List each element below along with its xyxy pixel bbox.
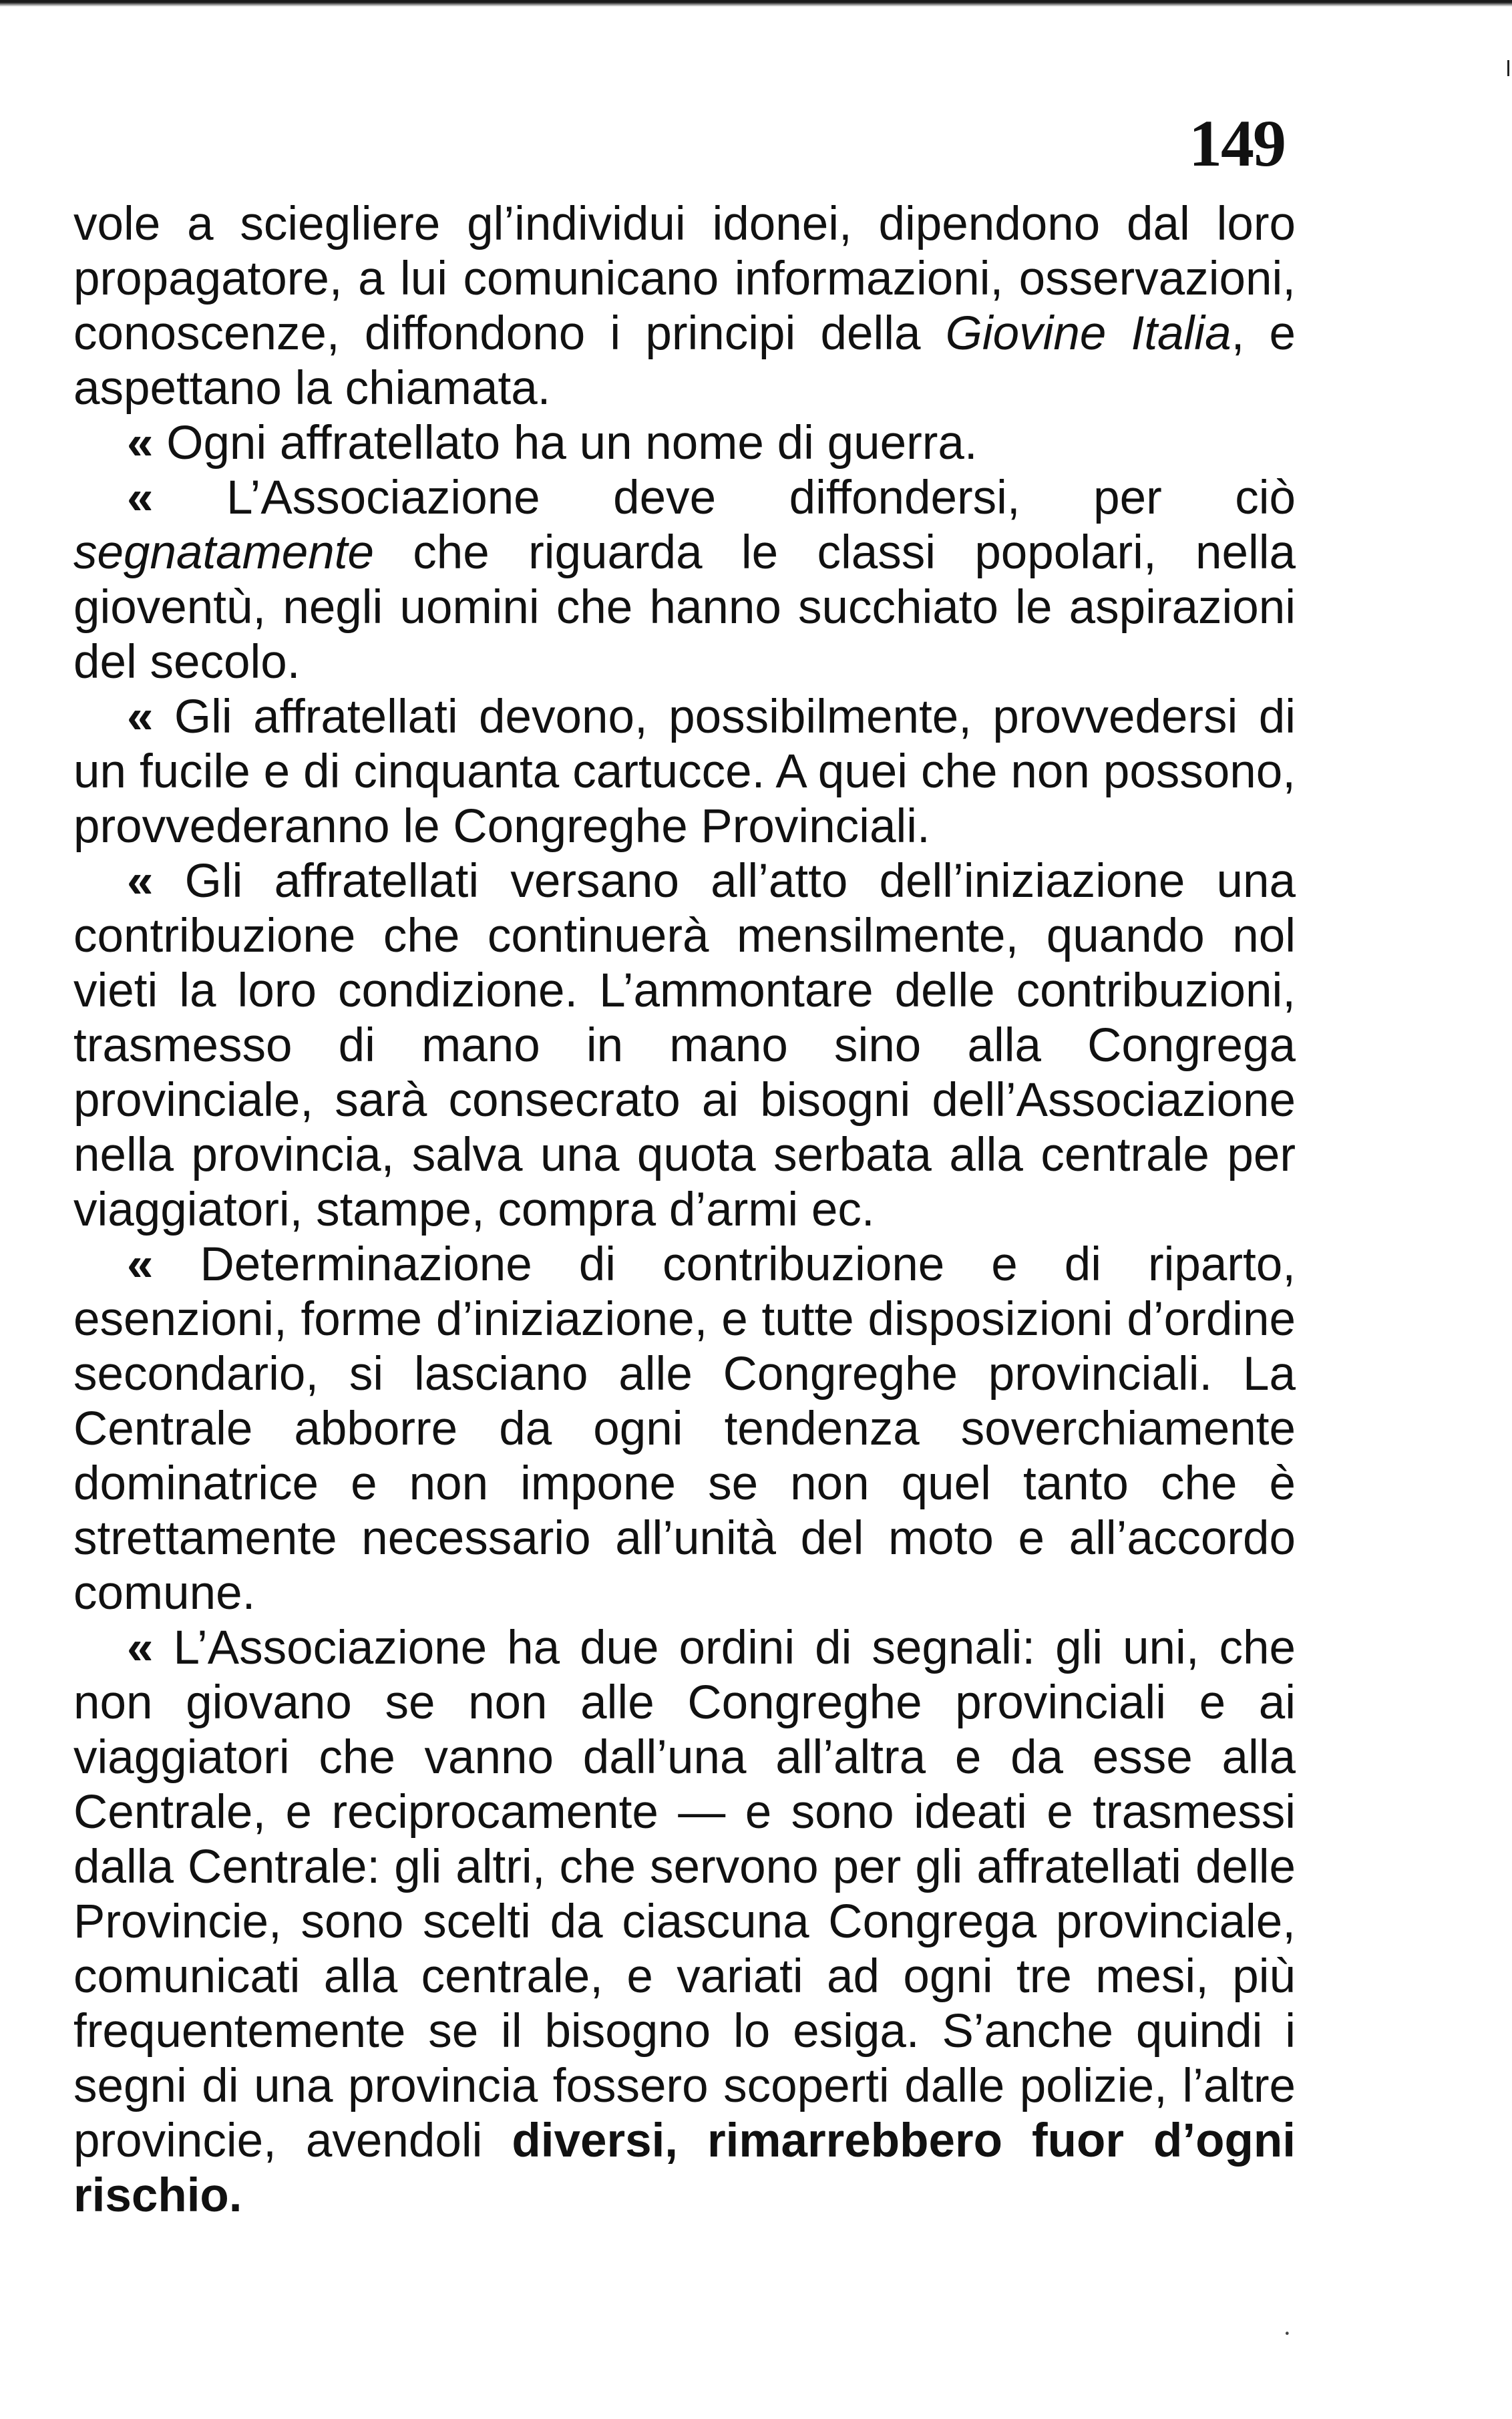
quote-mark: « [127, 1238, 200, 1291]
page-number: 149 [1189, 106, 1285, 180]
scan-speck: · [1282, 2318, 1292, 2348]
paragraph-7-bold-ending: diversi, rimarrebbero fuor d’ogni rischio. [73, 2114, 1296, 2222]
paragraph-3-text: L’Associazione deve diffondersi, per ciò [226, 472, 1296, 524]
quote-mark: « [127, 855, 185, 908]
quote-mark: « [127, 417, 167, 470]
paragraph-7 [73, 1621, 1296, 2223]
paragraph-3-tail: che riguarda le classi popolari, nella gioventù, negli uomini che hanno succhiato le aspirazioni del secolo. [73, 526, 1296, 689]
quote-mark: « [127, 472, 226, 524]
paragraph-4-text: Gli affratellati devono, possibilmente, provvedersi di un fucile e di cinquanta cartucce. A quei che non possono, provvederanno le Congreghe Provinciali. [73, 691, 1296, 853]
paragraph-1 [73, 197, 1296, 416]
emphasis-segnatamente: segnatamente [73, 526, 374, 579]
paragraph-6-text: Determinazione di contribuzione e di riparto, esenzioni, forme d’iniziazione, e tutte disposizioni d’ordine secondario, si lasciano alle Congreghe provinciali. La Centrale abborre da ogni tendenza soverchiamente dominatrice e non impone se non quel tanto che è strettamente necessario all’unità del moto e all’accordo comune. [73, 1238, 1296, 1620]
quote-mark: « [127, 1622, 174, 1674]
paragraph-5 [73, 854, 1296, 1238]
body-text [73, 197, 1296, 2223]
paragraph-1-text: vole a sciegliere gl’individui idonei, dipendono dal loro propagatore, a lui comunicano informazioni, osservazioni, conoscenze, diffondono i principi della [73, 198, 1296, 360]
paragraph-3 [73, 471, 1296, 690]
paragraph-7-text: L’Associazione ha due ordini di segnali: gli uni, che non giovano se non alle Congreghe provinciali e ai viaggiatori che vanno dall’una all’altra e da esse alla Centrale, e reciprocamente — e sono ideati e trasmessi dalla Centrale: gli altri, che servono per gli affratellati delle Provincie, sono scelti da ciascuna Congrega provinciale, comunicati alla centrale, e variati ad ogni tre mesi, più frequentemente se il bisogno lo esiga. S’anche quindi i segni di una provincia fossero scoperti dalle polizie, l’altre provincie, avendoli [73, 1622, 1296, 2167]
paragraph-5-text: Gli affratellati versano all’atto dell’iniziazione una contribuzione che continuerà mensilmente, quando nol vieti la loro condizione. L’ammontare delle contribuzioni, trasmesso di mano in mano sino alla Congrega provinciale, sarà consecrato ai bisogni dell’Associazione nella provincia, salva una quota serbata alla centrale per viaggiatori, stampe, compra d’armi ec. [73, 855, 1296, 1236]
quote-mark: « [127, 691, 174, 743]
paragraph-6 [73, 1238, 1296, 1621]
scan-top-edge [0, 0, 1512, 7]
paragraph-1-tail: , e aspettano la chiamata. [73, 307, 1296, 415]
paragraph-2 [73, 416, 1296, 471]
paragraph-2-text: Ogni affratellato ha un nome di guerra. [166, 417, 978, 470]
emphasis-giovine-italia: Giovine Italia [945, 307, 1232, 360]
scan-margin-mark [1507, 60, 1509, 76]
paragraph-4 [73, 690, 1296, 854]
